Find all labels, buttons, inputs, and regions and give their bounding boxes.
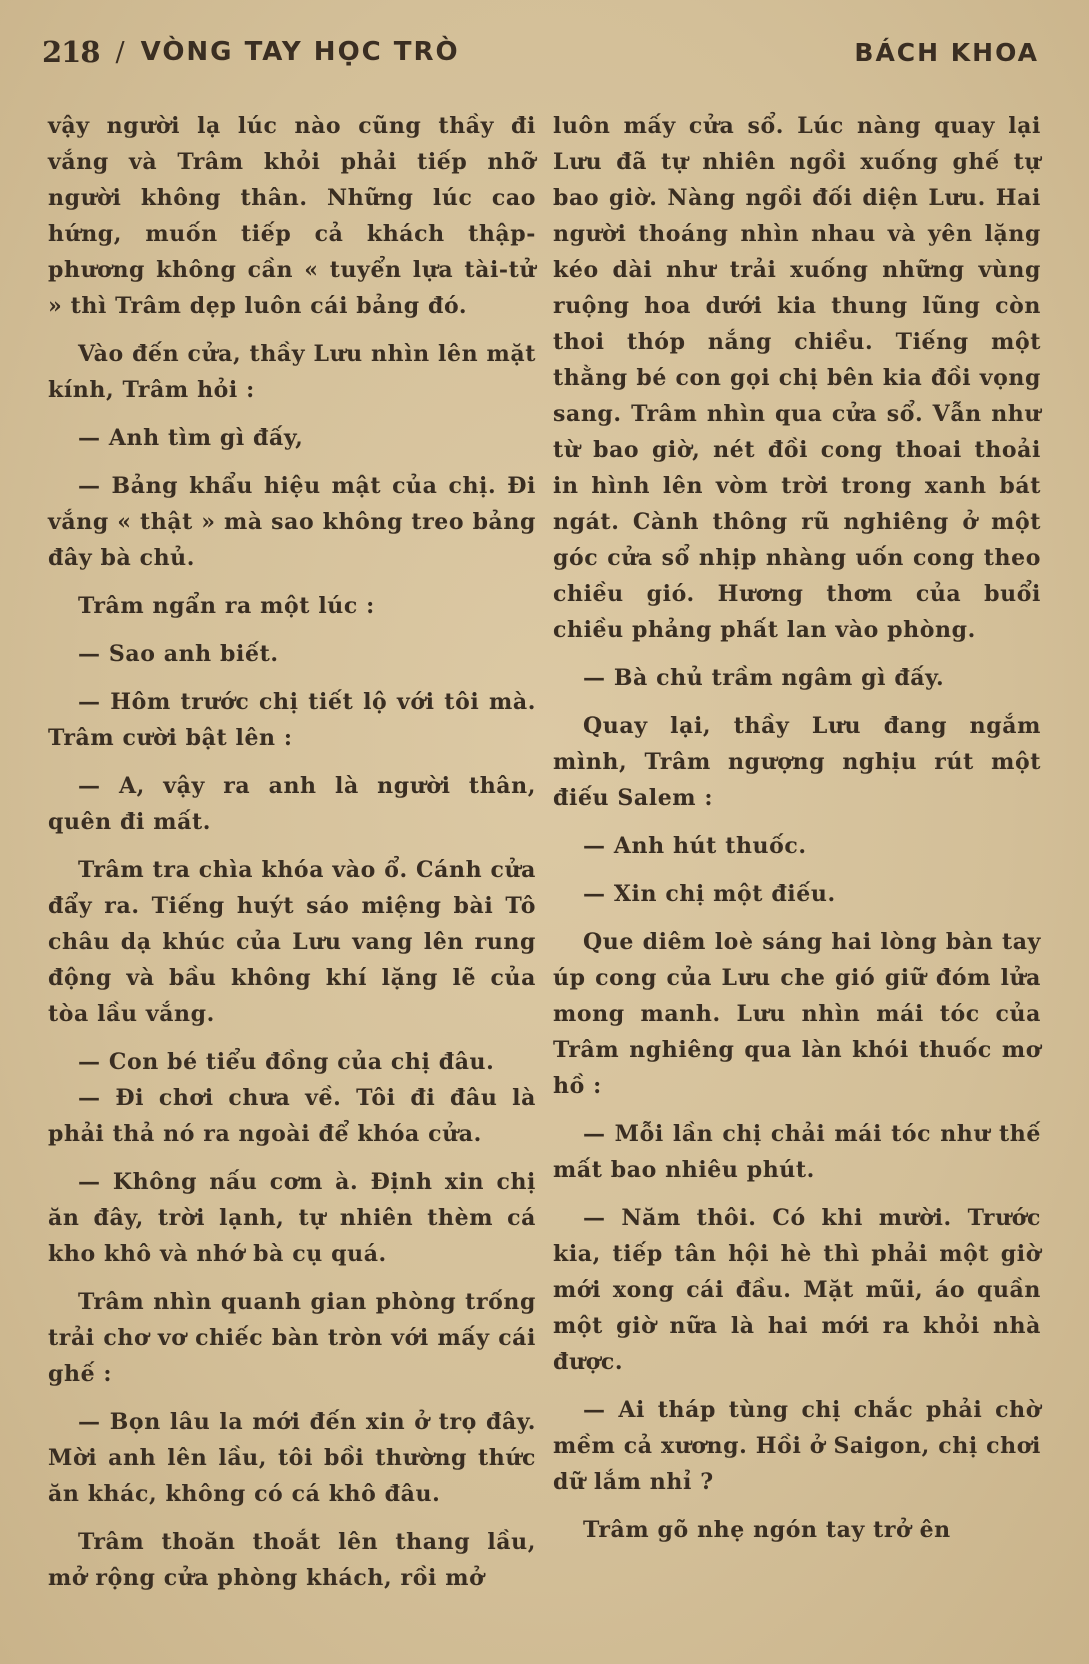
dialogue-line: — Không nấu cơm à. Định xin chị ăn đây, trời lạnh, tự nhiên thèm cá kho khô và nhớ bà cụ quá. (48, 1169, 536, 1267)
paragraph: Trâm ngẩn ra một lúc : (78, 593, 375, 619)
dialogue-line: — Bà chủ trầm ngâm gì đấy. (583, 665, 945, 691)
magazine-name: BÁCH KHOA (854, 37, 1039, 67)
paragraph: luôn mấy cửa sổ. Lúc nàng quay lại Lưu đã tự nhiên ngồi xuống ghế tự bao giờ. Nàng ngồi đối diện Lưu. Hai người thoáng nhìn nhau và yên lặng kéo dài như trải xuống những vùng ruộng hoa dưới kia thung lũng còn thoi thóp nắng chiều. Tiếng một thằng bé con gọi chị bên kia đồi vọng sang. Trâm nhìn qua cửa sổ. Vẫn như từ bao giờ, nét đồi cong thoai thoải in hình lên vòm trời trong xanh bát ngát. Cành thông rũ nghiêng ở một góc cửa sổ nhịp nhàng uốn cong theo chiều gió. Hương thơm của buổi chiều phảng phất lan vào phòng. (553, 113, 1041, 643)
dialogue-line: — Sao anh biết. (78, 641, 279, 667)
paragraph: Vào đến cửa, thầy Lưu nhìn lên mặt kính, Trâm hỏi : (48, 341, 536, 403)
dialogue-line: — Ai tháp tùng chị chắc phải chờ mềm cả xương. Hồi ở Saigon, chị chơi dữ lắm nhỉ ? (553, 1397, 1041, 1495)
paragraph: Trâm thoăn thoắt lên thang lầu, mở rộng cửa phòng khách, rồi mở (48, 1529, 536, 1591)
paragraph: Trâm gõ nhẹ ngón tay trở ên (583, 1517, 951, 1543)
dialogue-line: — Anh tìm gì đấy, (78, 425, 304, 451)
header-separator: / (115, 36, 125, 68)
header-left (42, 35, 460, 69)
dialogue-line: — Xin chị một điếu. (583, 881, 836, 907)
dialogue-line: — Bọn lâu la mới đến xin ở trọ đây. Mời anh lên lầu, tôi bồi thường thức ăn khác, không có cá khô đâu. (48, 1409, 536, 1507)
dialogue-line: — Hôm trước chị tiết lộ với tôi mà. Trâm cười bật lên : (48, 689, 536, 751)
page-number: 218 (42, 35, 100, 69)
dialogue-line: — Anh hút thuốc. (583, 833, 807, 859)
dialogue-line: — A, vậy ra anh là người thân, quên đi mất. (48, 773, 536, 835)
dialogue-line: — Đi chơi chưa về. Tôi đi đâu là phải thả nó ra ngoài để khóa cửa. (48, 1085, 536, 1147)
right-column (553, 108, 1041, 1560)
paragraph: Que diêm loè sáng hai lòng bàn tay úp cong của Lưu che gió giữ đóm lửa mong manh. Lưu nhìn mái tóc của Trâm nghiêng qua làn khói thuốc mơ hồ : (553, 929, 1041, 1099)
dialogue-line: — Bảng khẩu hiệu mật của chị. Đi vắng « thật » mà sao không treo bảng đây bà chủ. (48, 473, 536, 571)
dialogue-line: — Con bé tiểu đồng của chị đâu. (78, 1049, 495, 1075)
paragraph: Trâm nhìn quanh gian phòng trống trải chơ vơ chiếc bàn tròn với mấy cái ghế : (48, 1289, 536, 1387)
paragraph: Quay lại, thầy Lưu đang ngắm mình, Trâm ngượng nghịu rút một điếu Salem : (553, 713, 1041, 811)
paragraph: Trâm tra chìa khóa vào ổ. Cánh cửa đẩy ra. Tiếng huýt sáo miệng bài Tô châu dạ khúc của Lưu vang lên rung động và bầu không khí lặng lẽ của tòa lầu vắng. (48, 857, 536, 1027)
paragraph: vậy người lạ lúc nào cũng thầy đi vắng và Trâm khỏi phải tiếp nhỡ người không thân. Những lúc cao hứng, muốn tiếp cả khách thập-phương không cần « tuyển lựa tài-tử » thì Trâm dẹp luôn cái bảng đó. (48, 113, 536, 319)
dialogue-line: — Mỗi lần chị chải mái tóc như thế mất bao nhiêu phút. (553, 1121, 1041, 1183)
running-title: VÒNG TAY HỌC TRÒ (140, 37, 460, 67)
left-column (48, 108, 536, 1608)
page-header (42, 30, 1039, 74)
dialogue-line: — Năm thôi. Có khi mười. Trước kia, tiếp tân hội hè thì phải một giờ mới xong cái đầu. Mặt mũi, áo quần một giờ nữa là hai mới ra khỏi nhà được. (553, 1205, 1041, 1375)
